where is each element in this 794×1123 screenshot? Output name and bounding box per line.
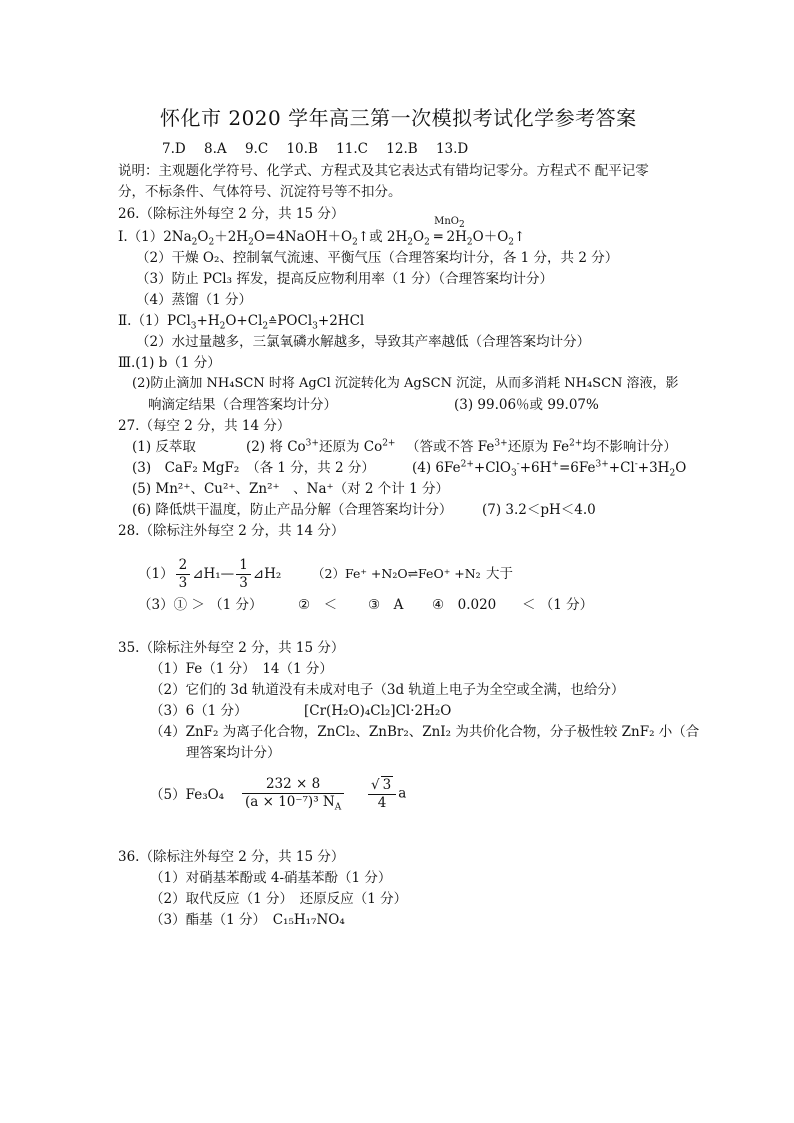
mc-answer: 9.C	[244, 141, 269, 157]
q28-heading: 28.（除标注外每空 2 分，共 14 分）	[118, 523, 345, 539]
mc-answer: 8.A	[204, 141, 227, 157]
q35-a4-cont: 理答案均计分）	[186, 745, 281, 761]
mc-answer: 13.D	[435, 141, 469, 157]
fraction: $\frac{232 \times 8}{(a \times 10^{-7})^3 N_A}$	[242, 776, 344, 811]
q26-iii2: (2)防止滴加 NH₄SCN 时将 AgCl 沉淀转化为 AgSCN 沉淀，从而多消耗 NH₄SCN 溶液，影	[132, 376, 679, 391]
q35-a4: （4）ZnF₂ 为离子化合物，ZnCl₂、ZnBr₂、ZnI₂ 为共价化合物，分子极性较 ZnF₂ 小（合	[150, 724, 700, 740]
q26-ii1: $Ⅱ.(1)PCl_3+H_2O+Cl_2≙POCl_3+2HCl$	[118, 313, 365, 332]
q28-p1: （1） $\frac{2}{3}$ ⊿H₁— $\frac{1}{3}$ ⊿H₂	[138, 557, 282, 591]
q26-ii2: （2）水过量越多，三氯氧磷水解越多，导致其产率越低（合理答案均计分）	[136, 334, 591, 350]
q26-i2: （2）干燥 O₂、控制氧气流速、平衡气压（合理答案均计分，各 1 分，共 2 分）	[136, 250, 619, 266]
note-line: 说明：主观题化学符号、化学式、方程式及其它表达式有错均记零分。方程式不 配平记零	[118, 163, 649, 179]
mc-answers-row	[162, 140, 468, 158]
q35-a3-formula: [Cr(H₂O)₄Cl₂]Cl·2H₂O	[304, 703, 452, 719]
q26-heading: 26.（除标注外每空 2 分，共 15 分）	[118, 206, 345, 222]
q27-a4: (4) $6Fe^{2+}+ClO_3^-+6H^+=6Fe^{3+}+Cl^-+3H_2O$	[412, 459, 687, 479]
mc-answer: 12.B	[386, 141, 418, 157]
q27-a3: (3) CaF₂ MgF₂ （各 1 分，共 2 分）	[132, 460, 375, 476]
q35-heading: 35.（除标注外每空 2 分，共 15 分）	[118, 640, 345, 656]
fraction: $\frac{√ 3}{4}$	[368, 776, 396, 812]
page-title: 怀化市 2020 学年高三第一次模拟考试化学参考答案	[160, 106, 637, 130]
q35-a5-distance: $\frac{√ 3}{4}$ a	[366, 776, 406, 812]
q27-a2: (2) 将 $Co^{3+}$还原为 $Co^{2+}$	[246, 438, 396, 455]
q28-p2-answer: 大于	[486, 566, 513, 582]
q28-p3d: ④ 0.020	[432, 597, 497, 613]
q28-p2: （2）Fe⁺ +N₂O⇌FeO⁺ +N₂	[312, 566, 481, 581]
q28-p3b: ② ＜	[298, 597, 338, 613]
mc-answer: 10.B	[286, 141, 318, 157]
q35-a1: （1）Fe（1 分） 14（1 分）	[150, 661, 333, 677]
q35-a2: （2）它们的 3d 轨道没有未成对电子（3d 轨道上电子为全空或全满，也给分）	[150, 682, 625, 698]
q26-iii3: (3) 99.06％或 99.07%	[454, 397, 599, 413]
q35-a3: （3）6（1 分）	[150, 703, 248, 719]
q36-a1: （1）对硝基苯酚或 4-硝基苯酚（1 分）	[150, 870, 392, 886]
q27-heading: 27.（每空 2 分，共 14 分）	[118, 418, 291, 434]
q26-i3: （3）防止 PCl₃ 挥发，提高反应物利用率（1 分）（合理答案均计分）	[136, 271, 553, 287]
q26-iii1: Ⅲ.(1) b（1 分）	[118, 355, 221, 371]
q26-i1: $Ⅰ.(1)2Na_2O_2+2H_2O=4NaOH+O_2↑$或 $2H_2O_2$ MnO$_2$ ═ $2H_2O+O_2↑$	[118, 216, 526, 248]
mc-answer: 11.C	[336, 141, 368, 157]
q36-heading: 36.（除标注外每空 2 分，共 15 分）	[118, 849, 345, 865]
q28-p3a: （3）① ＞ （1 分）	[138, 597, 263, 613]
q36-a2: （2）取代反应（1 分） 还原反应（1 分）	[150, 891, 408, 907]
q26-i4: （4）蒸馏（1 分）	[136, 292, 252, 308]
q35-a5-label: （5）Fe₃O₄	[150, 787, 225, 803]
q27-a6: (6) 降低烘干温度，防止产品分解（合理答案均计分）	[132, 502, 453, 518]
mc-answer: 7.D	[162, 141, 186, 157]
q36-a3: （3）酯基（1 分） C₁₅H₁₇NO₄	[150, 912, 345, 928]
note-line: 分，不标条件、气体符号、沉淀符号等不扣分。	[118, 184, 402, 200]
q26-iii2-cont: 响滴定结果（合理答案均计分）	[148, 397, 337, 413]
q28-p3c: ③ A	[368, 597, 404, 613]
q27-a5: (5) Mn²⁺、Cu²⁺、Zn²⁺ 、Na⁺（对 2 个计 1 分）	[132, 481, 449, 497]
fraction: $\frac{1}{3}$	[236, 557, 251, 592]
q35-a5-density	[240, 776, 346, 811]
fraction: $\frac{2}{3}$	[176, 557, 191, 592]
q27-a2-note: （答或不答 $Fe^{3+}$还原为 $Fe^{2+}$均不影响计分）	[406, 438, 677, 455]
q27-a1: (1) 反萃取	[132, 439, 196, 455]
q27-a7: (7) 3.2＜pH＜4.0	[482, 502, 596, 518]
q28-p3e: ＜ （1 分）	[522, 597, 594, 613]
